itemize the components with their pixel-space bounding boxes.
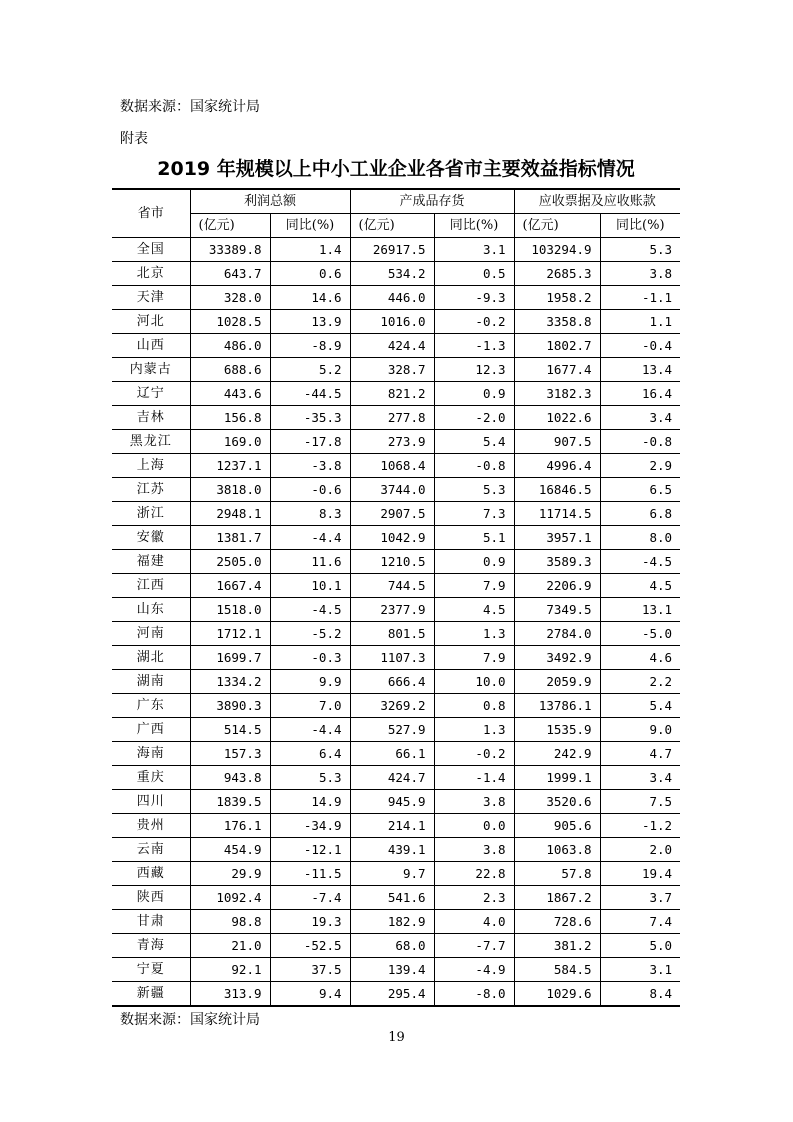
province-name: 重庆	[112, 766, 190, 790]
receivables-yoy: -1.2	[600, 814, 680, 838]
receivables-yoy: 9.0	[600, 718, 680, 742]
profit-yoy: -52.5	[270, 934, 350, 958]
table-row	[112, 814, 680, 838]
indicator-table	[112, 188, 680, 1007]
inventory-value: 744.5	[350, 574, 434, 598]
profit-yoy: -8.9	[270, 334, 350, 358]
receivables-yoy: 2.0	[600, 838, 680, 862]
inventory-yoy: 22.8	[434, 862, 514, 886]
inventory-yoy: 10.0	[434, 670, 514, 694]
profit-yoy: 37.5	[270, 958, 350, 982]
receivables-yoy: 6.8	[600, 502, 680, 526]
profit-value: 33389.8	[190, 238, 270, 262]
profit-yoy: 10.1	[270, 574, 350, 598]
inventory-value: 3269.2	[350, 694, 434, 718]
inventory-value: 446.0	[350, 286, 434, 310]
header-group-profit: 利润总额	[190, 189, 350, 214]
header-group-inventory: 产成品存货	[350, 189, 514, 214]
province-name: 湖北	[112, 646, 190, 670]
province-name: 北京	[112, 262, 190, 286]
table-title: 2019 年规模以上中小工业企业各省市主要效益指标情况	[157, 158, 635, 180]
receivables-value: 103294.9	[514, 238, 600, 262]
table-row	[112, 790, 680, 814]
profit-value: 1839.5	[190, 790, 270, 814]
receivables-value: 905.6	[514, 814, 600, 838]
profit-value: 688.6	[190, 358, 270, 382]
profit-yoy: 14.6	[270, 286, 350, 310]
inventory-yoy: 0.5	[434, 262, 514, 286]
province-name: 广西	[112, 718, 190, 742]
inventory-yoy: 2.3	[434, 886, 514, 910]
header-group-receivables: 应收票据及应收账款	[514, 189, 680, 214]
inventory-value: 1042.9	[350, 526, 434, 550]
receivables-value: 3358.8	[514, 310, 600, 334]
receivables-yoy: 5.4	[600, 694, 680, 718]
province-name: 新疆	[112, 982, 190, 1007]
inventory-value: 2907.5	[350, 502, 434, 526]
inventory-value: 945.9	[350, 790, 434, 814]
profit-yoy: -3.8	[270, 454, 350, 478]
inventory-value: 273.9	[350, 430, 434, 454]
inventory-yoy: -1.4	[434, 766, 514, 790]
profit-yoy: 19.3	[270, 910, 350, 934]
province-name: 山东	[112, 598, 190, 622]
profit-value: 1381.7	[190, 526, 270, 550]
receivables-yoy: 13.4	[600, 358, 680, 382]
profit-value: 514.5	[190, 718, 270, 742]
receivables-value: 16846.5	[514, 478, 600, 502]
inventory-yoy: 5.3	[434, 478, 514, 502]
inventory-yoy: 7.9	[434, 646, 514, 670]
inventory-yoy: 3.1	[434, 238, 514, 262]
profit-value: 454.9	[190, 838, 270, 862]
inventory-value: 1068.4	[350, 454, 434, 478]
receivables-yoy: 8.4	[600, 982, 680, 1007]
table-row	[112, 670, 680, 694]
table-row	[112, 766, 680, 790]
receivables-yoy: 4.5	[600, 574, 680, 598]
header-yoy: 同比(%)	[270, 214, 350, 238]
table-row	[112, 574, 680, 598]
receivables-value: 2206.9	[514, 574, 600, 598]
inventory-value: 214.1	[350, 814, 434, 838]
profit-value: 2948.1	[190, 502, 270, 526]
inventory-value: 801.5	[350, 622, 434, 646]
inventory-yoy: 4.0	[434, 910, 514, 934]
table-row	[112, 622, 680, 646]
inventory-value: 68.0	[350, 934, 434, 958]
receivables-yoy: 8.0	[600, 526, 680, 550]
table-row	[112, 646, 680, 670]
receivables-yoy: 3.4	[600, 766, 680, 790]
table-row	[112, 958, 680, 982]
table-row	[112, 718, 680, 742]
province-name: 天津	[112, 286, 190, 310]
inventory-value: 527.9	[350, 718, 434, 742]
inventory-yoy: -9.3	[434, 286, 514, 310]
province-name: 四川	[112, 790, 190, 814]
table-row	[112, 862, 680, 886]
profit-yoy: 11.6	[270, 550, 350, 574]
profit-yoy: -35.3	[270, 406, 350, 430]
province-name: 甘肃	[112, 910, 190, 934]
province-name: 宁夏	[112, 958, 190, 982]
receivables-value: 1867.2	[514, 886, 600, 910]
inventory-value: 541.6	[350, 886, 434, 910]
inventory-yoy: 5.4	[434, 430, 514, 454]
receivables-yoy: 3.7	[600, 886, 680, 910]
header-row-units	[112, 214, 680, 238]
inventory-value: 2377.9	[350, 598, 434, 622]
province-name: 黑龙江	[112, 430, 190, 454]
table-row	[112, 382, 680, 406]
receivables-value: 1029.6	[514, 982, 600, 1007]
inventory-yoy: 0.9	[434, 382, 514, 406]
profit-yoy: 7.0	[270, 694, 350, 718]
table-row	[112, 358, 680, 382]
profit-yoy: -11.5	[270, 862, 350, 886]
profit-yoy: -17.8	[270, 430, 350, 454]
table-row	[112, 334, 680, 358]
province-name: 河北	[112, 310, 190, 334]
appendix-label: 附表	[120, 131, 148, 147]
profit-value: 1028.5	[190, 310, 270, 334]
profit-yoy: -34.9	[270, 814, 350, 838]
receivables-yoy: 3.1	[600, 958, 680, 982]
table-row	[112, 934, 680, 958]
province-name: 吉林	[112, 406, 190, 430]
receivables-value: 584.5	[514, 958, 600, 982]
profit-value: 1092.4	[190, 886, 270, 910]
inventory-value: 328.7	[350, 358, 434, 382]
profit-yoy: 9.9	[270, 670, 350, 694]
receivables-value: 3182.3	[514, 382, 600, 406]
profit-value: 98.8	[190, 910, 270, 934]
inventory-yoy: -2.0	[434, 406, 514, 430]
profit-value: 169.0	[190, 430, 270, 454]
profit-yoy: 14.9	[270, 790, 350, 814]
inventory-yoy: -0.2	[434, 742, 514, 766]
header-yoy: 同比(%)	[434, 214, 514, 238]
table-row	[112, 310, 680, 334]
table-row	[112, 502, 680, 526]
profit-value: 943.8	[190, 766, 270, 790]
province-name: 上海	[112, 454, 190, 478]
header-province: 省市	[112, 189, 190, 238]
receivables-yoy: 2.2	[600, 670, 680, 694]
profit-yoy: 13.9	[270, 310, 350, 334]
inventory-yoy: 3.8	[434, 790, 514, 814]
profit-value: 1518.0	[190, 598, 270, 622]
inventory-yoy: 5.1	[434, 526, 514, 550]
profit-yoy: -44.5	[270, 382, 350, 406]
table-row	[112, 886, 680, 910]
receivables-value: 1063.8	[514, 838, 600, 862]
receivables-value: 1677.4	[514, 358, 600, 382]
source-note-bottom: 数据来源：国家统计局	[120, 1012, 260, 1028]
table-row	[112, 910, 680, 934]
receivables-value: 1958.2	[514, 286, 600, 310]
header-row-groups	[112, 189, 680, 214]
profit-yoy: -0.6	[270, 478, 350, 502]
inventory-value: 439.1	[350, 838, 434, 862]
table-row	[112, 286, 680, 310]
profit-yoy: 6.4	[270, 742, 350, 766]
receivables-yoy: -4.5	[600, 550, 680, 574]
inventory-yoy: -8.0	[434, 982, 514, 1007]
table-body	[112, 238, 680, 1007]
table-row	[112, 598, 680, 622]
profit-yoy: 5.3	[270, 766, 350, 790]
receivables-yoy: 4.7	[600, 742, 680, 766]
receivables-yoy: 3.8	[600, 262, 680, 286]
profit-yoy: -4.5	[270, 598, 350, 622]
profit-value: 157.3	[190, 742, 270, 766]
receivables-yoy: 6.5	[600, 478, 680, 502]
profit-yoy: -5.2	[270, 622, 350, 646]
receivables-yoy: 4.6	[600, 646, 680, 670]
table-row	[112, 262, 680, 286]
inventory-yoy: 0.9	[434, 550, 514, 574]
profit-value: 486.0	[190, 334, 270, 358]
profit-value: 3818.0	[190, 478, 270, 502]
profit-yoy: -0.3	[270, 646, 350, 670]
province-name: 内蒙古	[112, 358, 190, 382]
inventory-value: 534.2	[350, 262, 434, 286]
receivables-yoy: -5.0	[600, 622, 680, 646]
inventory-value: 182.9	[350, 910, 434, 934]
table-row	[112, 838, 680, 862]
profit-yoy: 5.2	[270, 358, 350, 382]
profit-value: 176.1	[190, 814, 270, 838]
profit-yoy: 8.3	[270, 502, 350, 526]
table-row	[112, 694, 680, 718]
profit-value: 1699.7	[190, 646, 270, 670]
receivables-value: 1999.1	[514, 766, 600, 790]
inventory-yoy: 3.8	[434, 838, 514, 862]
province-name: 山西	[112, 334, 190, 358]
province-name: 广东	[112, 694, 190, 718]
receivables-value: 1802.7	[514, 334, 600, 358]
receivables-value: 1022.6	[514, 406, 600, 430]
receivables-value: 3520.6	[514, 790, 600, 814]
receivables-yoy: 7.5	[600, 790, 680, 814]
inventory-value: 424.4	[350, 334, 434, 358]
inventory-yoy: -0.2	[434, 310, 514, 334]
profit-value: 1334.2	[190, 670, 270, 694]
province-name: 贵州	[112, 814, 190, 838]
province-name: 辽宁	[112, 382, 190, 406]
profit-yoy: 0.6	[270, 262, 350, 286]
receivables-yoy: 1.1	[600, 310, 680, 334]
inventory-value: 277.8	[350, 406, 434, 430]
receivables-yoy: 3.4	[600, 406, 680, 430]
table-row	[112, 478, 680, 502]
profit-yoy: 9.4	[270, 982, 350, 1007]
inventory-value: 26917.5	[350, 238, 434, 262]
inventory-yoy: -0.8	[434, 454, 514, 478]
profit-value: 2505.0	[190, 550, 270, 574]
profit-yoy: -4.4	[270, 526, 350, 550]
receivables-yoy: 16.4	[600, 382, 680, 406]
province-name: 湖南	[112, 670, 190, 694]
profit-yoy: -7.4	[270, 886, 350, 910]
inventory-value: 66.1	[350, 742, 434, 766]
inventory-yoy: 0.0	[434, 814, 514, 838]
province-name: 江西	[112, 574, 190, 598]
receivables-value: 7349.5	[514, 598, 600, 622]
province-name: 西藏	[112, 862, 190, 886]
inventory-value: 821.2	[350, 382, 434, 406]
profit-value: 156.8	[190, 406, 270, 430]
profit-value: 643.7	[190, 262, 270, 286]
receivables-yoy: 19.4	[600, 862, 680, 886]
inventory-yoy: 1.3	[434, 622, 514, 646]
inventory-value: 1210.5	[350, 550, 434, 574]
profit-yoy: 1.4	[270, 238, 350, 262]
inventory-value: 9.7	[350, 862, 434, 886]
profit-value: 92.1	[190, 958, 270, 982]
inventory-yoy: -4.9	[434, 958, 514, 982]
inventory-value: 1016.0	[350, 310, 434, 334]
profit-value: 29.9	[190, 862, 270, 886]
province-name: 安徽	[112, 526, 190, 550]
table-row	[112, 406, 680, 430]
profit-value: 328.0	[190, 286, 270, 310]
receivables-yoy: 7.4	[600, 910, 680, 934]
table-row	[112, 238, 680, 262]
inventory-value: 295.4	[350, 982, 434, 1007]
province-name: 青海	[112, 934, 190, 958]
province-name: 福建	[112, 550, 190, 574]
inventory-yoy: 4.5	[434, 598, 514, 622]
receivables-value: 381.2	[514, 934, 600, 958]
page-number: 19	[388, 1030, 405, 1045]
inventory-value: 666.4	[350, 670, 434, 694]
profit-yoy: -4.4	[270, 718, 350, 742]
receivables-value: 2059.9	[514, 670, 600, 694]
receivables-yoy: -0.8	[600, 430, 680, 454]
receivables-value: 242.9	[514, 742, 600, 766]
receivables-value: 3957.1	[514, 526, 600, 550]
inventory-yoy: 0.8	[434, 694, 514, 718]
profit-value: 1237.1	[190, 454, 270, 478]
table-row	[112, 550, 680, 574]
profit-value: 1712.1	[190, 622, 270, 646]
header-unit: (亿元)	[190, 214, 270, 238]
province-name: 云南	[112, 838, 190, 862]
table-row	[112, 742, 680, 766]
receivables-yoy: -0.4	[600, 334, 680, 358]
table-row	[112, 454, 680, 478]
inventory-yoy: -7.7	[434, 934, 514, 958]
receivables-yoy: -1.1	[600, 286, 680, 310]
province-name: 海南	[112, 742, 190, 766]
profit-value: 21.0	[190, 934, 270, 958]
profit-value: 1667.4	[190, 574, 270, 598]
inventory-yoy: 1.3	[434, 718, 514, 742]
profit-value: 3890.3	[190, 694, 270, 718]
receivables-yoy: 13.1	[600, 598, 680, 622]
receivables-value: 13786.1	[514, 694, 600, 718]
header-unit: (亿元)	[350, 214, 434, 238]
header-unit: (亿元)	[514, 214, 600, 238]
receivables-yoy: 5.0	[600, 934, 680, 958]
table-row	[112, 526, 680, 550]
receivables-value: 2784.0	[514, 622, 600, 646]
inventory-yoy: 7.3	[434, 502, 514, 526]
receivables-value: 3492.9	[514, 646, 600, 670]
receivables-value: 1535.9	[514, 718, 600, 742]
receivables-value: 3589.3	[514, 550, 600, 574]
header-yoy: 同比(%)	[600, 214, 680, 238]
receivables-value: 907.5	[514, 430, 600, 454]
inventory-yoy: 12.3	[434, 358, 514, 382]
province-name: 全国	[112, 238, 190, 262]
province-name: 江苏	[112, 478, 190, 502]
inventory-value: 3744.0	[350, 478, 434, 502]
profit-value: 313.9	[190, 982, 270, 1007]
receivables-value: 728.6	[514, 910, 600, 934]
inventory-yoy: -1.3	[434, 334, 514, 358]
inventory-value: 424.7	[350, 766, 434, 790]
inventory-yoy: 7.9	[434, 574, 514, 598]
table-row	[112, 982, 680, 1007]
receivables-value: 4996.4	[514, 454, 600, 478]
receivables-yoy: 2.9	[600, 454, 680, 478]
receivables-yoy: 5.3	[600, 238, 680, 262]
province-name: 河南	[112, 622, 190, 646]
receivables-value: 2685.3	[514, 262, 600, 286]
receivables-value: 11714.5	[514, 502, 600, 526]
inventory-value: 139.4	[350, 958, 434, 982]
province-name: 浙江	[112, 502, 190, 526]
profit-value: 443.6	[190, 382, 270, 406]
inventory-value: 1107.3	[350, 646, 434, 670]
table-row	[112, 430, 680, 454]
receivables-value: 57.8	[514, 862, 600, 886]
source-note-top: 数据来源：国家统计局	[120, 99, 260, 115]
province-name: 陕西	[112, 886, 190, 910]
profit-yoy: -12.1	[270, 838, 350, 862]
